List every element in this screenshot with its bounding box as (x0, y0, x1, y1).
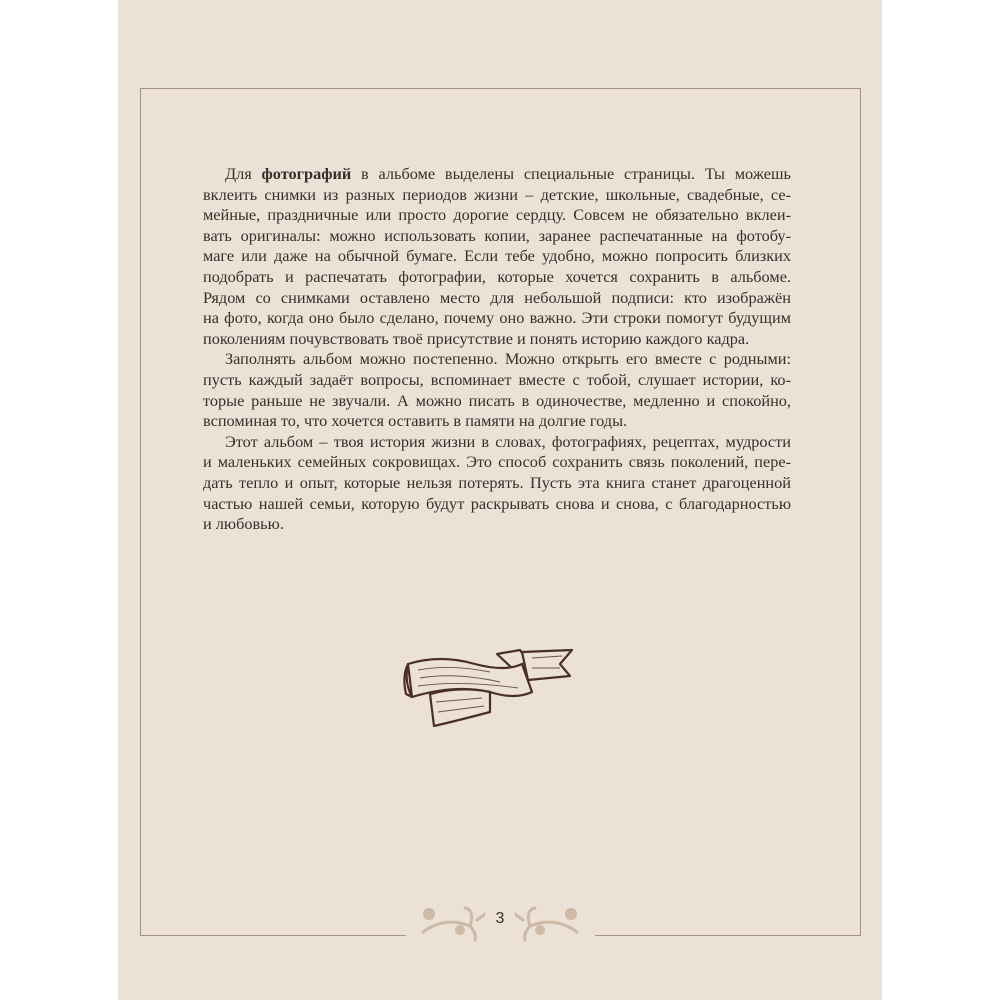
text-line: маге или даже на обычной бумаге. Если тебе удобно, можно попросить близких (203, 246, 791, 266)
paragraph-summary (203, 432, 791, 535)
text-line: торые раньше не звучали. А можно писать в одиночестве, медленно и спокойно, (203, 390, 791, 410)
text-line: Заполнять альбом можно постепенно. Можно открыть его вместе с родными: (225, 349, 791, 369)
text-line: Рядом со снимками оставлено место для небольшой подписи: кто изображён (203, 287, 791, 307)
paragraph-photos (203, 164, 791, 349)
text-line: поколениям почувствовать твоё присутствие и понять историю каждого кадра. (203, 328, 750, 348)
text-line: подобрать и распечатать фотографии, которые хочется сохранить в альбоме. (203, 266, 791, 286)
text-line: вклеить снимки из разных периодов жизни – детские, школьные, свадебные, се- (203, 184, 791, 204)
body-text (203, 164, 791, 535)
ribbon-banner-icon (400, 642, 580, 732)
text-line: на фото, когда оно было сделано, почему оно важно. Эти строки помогут будущим (203, 308, 791, 328)
paragraph-filling (203, 349, 791, 431)
text-line: и маленьких семейных сокровищах. Это способ сохранить связь поколений, пере- (203, 452, 791, 472)
frame-bottom-left-line (140, 935, 406, 936)
text-span: в альбоме выделены специальные страницы. Ты можешь (351, 164, 791, 183)
frame-bottom-right-line (595, 935, 861, 936)
text-line: вать оригиналы: можно использовать копии, заранее распечатанные на фотобу- (203, 225, 791, 245)
page-number: 3 (495, 910, 505, 927)
text-line: и любовью. (203, 514, 284, 534)
floral-ornament-right-icon (515, 904, 585, 944)
text-line: Этот альбом – твоя история жизни в словах, фотографиях, рецептах, мудрости (225, 431, 791, 451)
text-line: дать тепло и опыт, которые нельзя потерять. Пусть эта книга станет драгоценной (203, 472, 791, 492)
text-span: Для (225, 164, 262, 183)
floral-ornament-left-icon (415, 904, 485, 944)
text-line: частью нашей семьи, которую будут раскрывать снова и снова, с благодарностью (203, 493, 791, 513)
text-line: пусть каждый задаёт вопросы, вспоминает вместе с тобой, слушает истории, ко- (203, 369, 791, 389)
text-line: мейные, праздничные или просто дорогие сердцу. Совсем не обязательно вклеи- (203, 205, 791, 225)
text-line (203, 164, 791, 185)
bold-term: фотографий (261, 164, 352, 183)
text-line: вспоминая то, что хочется оставить в памяти на долгие годы. (203, 411, 628, 431)
